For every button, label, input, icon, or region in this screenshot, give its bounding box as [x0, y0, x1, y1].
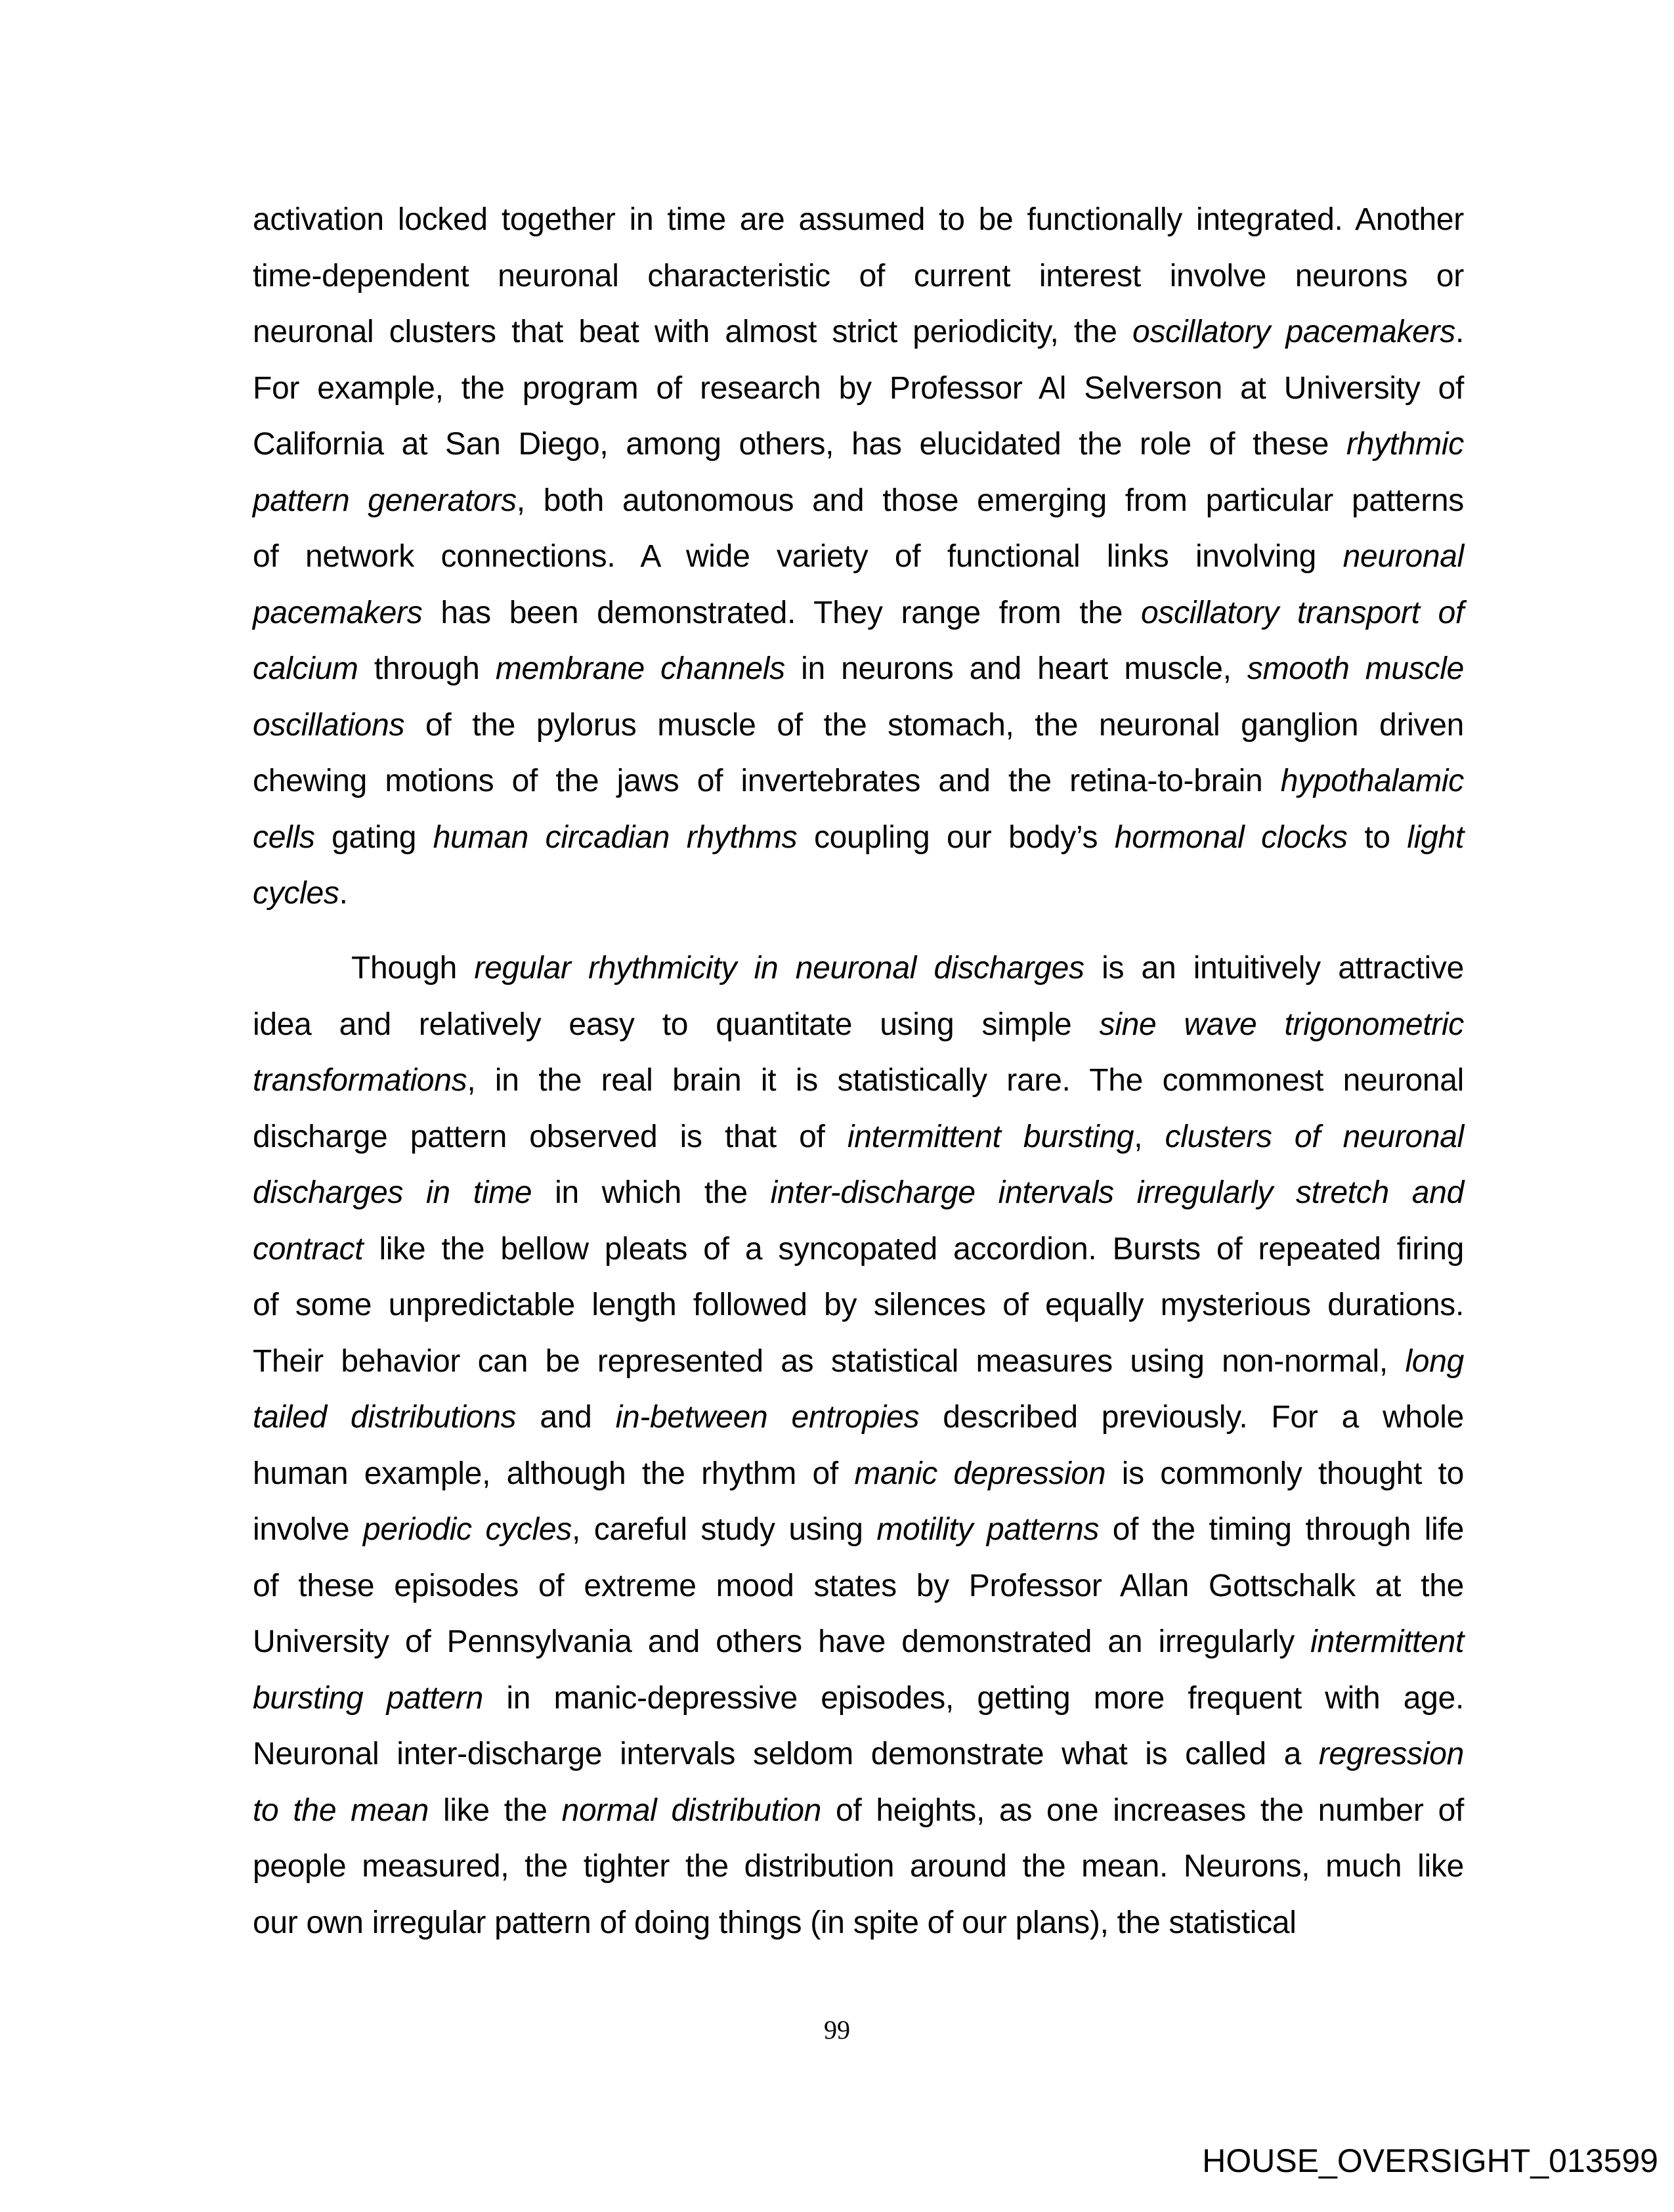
italic-term: clusters of neuronal	[1165, 1119, 1464, 1154]
italic-term: periodic cycles	[363, 1512, 572, 1547]
text-run: , both autonomous and those emerging from particular patterns	[516, 483, 1464, 518]
italic-term: motility patterns	[876, 1512, 1100, 1547]
text-line	[253, 1277, 1464, 1334]
text-run: For example, the program of research by Professor Al Selverson at University of	[253, 370, 1464, 406]
italic-term: hormonal clocks	[1114, 819, 1348, 855]
italic-term: oscillatory transport of	[1141, 595, 1464, 630]
text-line	[253, 360, 1464, 417]
text-run: people measured, the tighter the distribution around the mean. Neurons, much like	[253, 1849, 1464, 1884]
italic-term: intermittent	[1310, 1624, 1464, 1659]
text-run: like the	[429, 1792, 562, 1828]
text-run: like the bellow pleats of a syncopated accordion. Bursts of repeated firing	[363, 1231, 1464, 1267]
italic-term: calcium	[253, 651, 358, 686]
text-line	[253, 416, 1464, 473]
italic-term: neuronal	[1342, 539, 1464, 574]
text-line	[253, 1389, 1464, 1446]
text-run: is an intuitively attractive	[1084, 951, 1464, 986]
text-run: Neuronal inter-discharge intervals seldom demonstrate what is called a	[253, 1737, 1319, 1771]
italic-term: long	[1405, 1343, 1464, 1379]
italic-term: pacemakers	[253, 595, 423, 630]
italic-term: light	[1407, 819, 1464, 855]
text-run: California at San Diego, among others, has elucidated the role of these	[253, 427, 1347, 462]
italic-term: inter-discharge intervals irregularly stretch and	[770, 1175, 1464, 1210]
text-line	[253, 810, 1464, 866]
italic-term: oscillations	[253, 707, 405, 743]
text-run: described previously. For a whole	[919, 1400, 1464, 1435]
italic-term: smooth muscle	[1247, 651, 1464, 686]
text-run: Though	[351, 951, 475, 986]
italic-term: cycles	[253, 876, 339, 911]
text-line	[253, 1670, 1464, 1727]
text-line	[253, 585, 1464, 641]
italic-term: pattern generators	[253, 483, 517, 518]
italic-term: rhythmic	[1346, 427, 1464, 462]
italic-term: human circadian rhythms	[433, 819, 798, 855]
text-run: , careful study using	[572, 1512, 877, 1547]
italic-term: manic depression	[854, 1456, 1106, 1491]
text-run: our own irregular pattern of doing things (in spite of our plans), the statistical	[253, 1905, 1297, 1940]
bates-stamp: HOUSE_OVERSIGHT_013599	[1202, 2142, 1658, 2179]
text-run: has been demonstrated. They range from the	[422, 595, 1141, 630]
italic-term: sine wave trigonometric	[1099, 1007, 1465, 1042]
italic-term: regular rhythmicity in neuronal discharges	[474, 951, 1084, 986]
text-line	[253, 865, 1464, 922]
text-line	[253, 1558, 1464, 1615]
italic-term: in-between entropies	[615, 1400, 920, 1435]
text-run: of heights, as one increases the number of	[821, 1792, 1465, 1828]
text-run: gating	[314, 819, 433, 855]
text-run: coupling our body’s	[797, 819, 1115, 855]
italic-term: cells	[253, 819, 315, 855]
italic-term: transformations	[253, 1063, 467, 1098]
text-line	[253, 940, 1464, 997]
text-run: is commonly thought to	[1105, 1456, 1464, 1491]
italic-term: discharges in time	[253, 1175, 532, 1210]
text-run: of these episodes of extreme mood states by Professor Allan Gottschalk at the	[253, 1568, 1464, 1603]
text-run: discharge pattern observed is that of	[253, 1119, 848, 1154]
text-run: activation locked together in time are assumed to be functionally integrated. Another	[253, 202, 1464, 237]
text-line	[253, 1446, 1464, 1502]
text-run: in which the	[532, 1175, 771, 1210]
text-run: in manic-depressive episodes, getting more frequent with age.	[483, 1680, 1464, 1716]
text-run: of the pylorus muscle of the stomach, the neuronal ganglion driven	[404, 707, 1464, 743]
text-run: to	[1347, 819, 1407, 855]
italic-term: oscillatory pacemakers	[1132, 314, 1455, 349]
text-line	[253, 1334, 1464, 1390]
italic-term: contract	[253, 1231, 364, 1267]
text-line	[253, 1109, 1464, 1165]
text-line	[253, 1614, 1464, 1670]
text-line	[253, 997, 1464, 1053]
text-run: and	[516, 1400, 616, 1435]
text-line	[253, 1783, 1464, 1839]
text-line	[253, 1838, 1464, 1895]
text-run: through	[358, 651, 496, 686]
text-line	[253, 304, 1464, 360]
text-run: human example, although the rhythm of	[253, 1456, 855, 1491]
italic-term: membrane channels	[495, 651, 785, 686]
text-line	[253, 529, 1464, 585]
italic-term: bursting pattern	[253, 1680, 484, 1716]
text-run: chewing motions of the jaws of invertebrates and the retina-to-brain	[253, 764, 1281, 798]
text-run: , in the real brain it is statistically rare. The commonest neuronal	[467, 1063, 1464, 1098]
text-line	[253, 1052, 1464, 1109]
text-run: ,	[1134, 1119, 1165, 1154]
text-line	[253, 1165, 1464, 1221]
text-run: .	[1455, 314, 1464, 349]
text-line	[253, 697, 1464, 754]
paragraph-2	[253, 940, 1464, 1951]
text-run: .	[339, 876, 348, 911]
text-line	[253, 473, 1464, 529]
text-run: involve	[253, 1512, 364, 1547]
text-run: of the timing through life	[1099, 1512, 1464, 1547]
paragraph-1	[253, 192, 1464, 922]
text-run: neuronal clusters that beat with almost strict periodicity, the	[253, 314, 1133, 349]
text-run: time-dependent neuronal characteristic of current interest involve neurons or	[253, 258, 1464, 293]
text-run: of network connections. A wide variety of functional links involving	[253, 539, 1343, 574]
text-line	[253, 641, 1464, 697]
italic-term: intermittent bursting	[847, 1119, 1134, 1154]
italic-term: to the mean	[253, 1792, 429, 1828]
text-line	[253, 753, 1464, 810]
text-run: of some unpredictable length followed by silences of equally mysterious durations.	[253, 1288, 1464, 1322]
italic-term: tailed distributions	[253, 1400, 517, 1435]
text-run: Their behavior can be represented as statistical measures using non-normal,	[253, 1343, 1406, 1379]
italic-term: hypothalamic	[1280, 764, 1464, 798]
italic-term: normal distribution	[561, 1792, 821, 1828]
italic-term: regression	[1318, 1737, 1464, 1771]
text-line	[253, 1895, 1464, 1951]
text-line	[253, 1502, 1464, 1558]
text-run: idea and relatively easy to quantitate using simple	[253, 1007, 1100, 1042]
text-line	[253, 1221, 1464, 1278]
page-number: 99	[824, 2015, 850, 2045]
text-line	[253, 192, 1464, 248]
text-run: University of Pennsylvania and others have demonstrated an irregularly	[253, 1624, 1311, 1659]
text-line	[253, 248, 1464, 305]
text-line	[253, 1726, 1464, 1783]
text-run: in neurons and heart muscle,	[784, 651, 1247, 686]
